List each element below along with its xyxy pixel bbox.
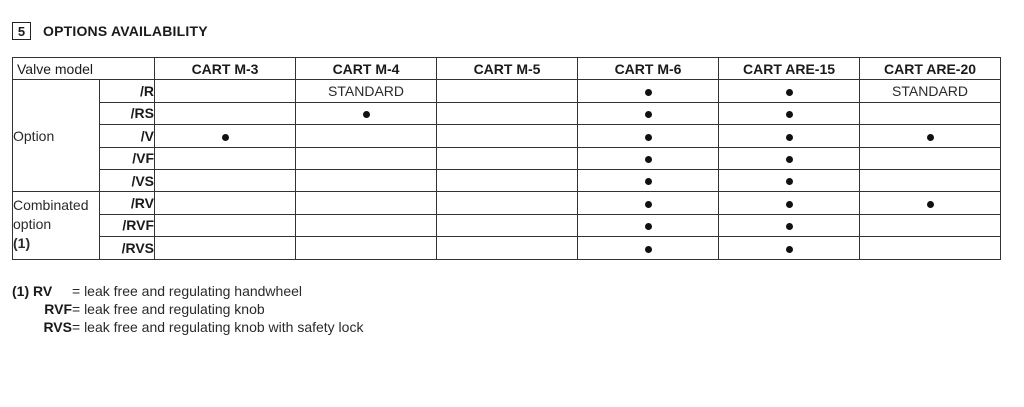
availability-cell (296, 125, 437, 147)
available-dot-icon (645, 156, 652, 163)
availability-cell (296, 237, 437, 259)
option-code: /RVS (100, 237, 155, 259)
group-label-line: Combinated (13, 196, 89, 213)
table-row (13, 80, 1001, 102)
column-header: CART M-5 (437, 58, 578, 80)
availability-cell (719, 237, 860, 259)
availability-cell (719, 169, 860, 191)
available-dot-icon (786, 111, 793, 118)
availability-cell (155, 80, 296, 102)
available-dot-icon (645, 201, 652, 208)
option-code: /VS (100, 169, 155, 191)
availability-cell (719, 147, 860, 169)
column-header: CART M-6 (578, 58, 719, 80)
footnote-text: = leak free and regulating knob (72, 301, 265, 317)
available-dot-icon (927, 134, 934, 141)
footnote-row (12, 318, 363, 336)
availability-cell (437, 125, 578, 147)
availability-cell (860, 192, 1001, 214)
availability-cell (860, 125, 1001, 147)
available-dot-icon (786, 89, 793, 96)
available-dot-icon (786, 156, 793, 163)
option-group-label: Option (13, 80, 100, 192)
available-dot-icon (927, 201, 934, 208)
availability-cell (719, 80, 860, 102)
availability-cell (578, 80, 719, 102)
availability-cell (578, 102, 719, 124)
option-code: /VF (100, 147, 155, 169)
availability-cell (155, 102, 296, 124)
available-dot-icon (645, 89, 652, 96)
options-availability-table (12, 57, 1001, 260)
availability-cell (155, 125, 296, 147)
availability-cell (437, 80, 578, 102)
availability-cell (437, 214, 578, 236)
availability-cell (578, 214, 719, 236)
footnote-text: = leak free and regulating handwheel (72, 283, 303, 299)
footnote-key: RVS (43, 319, 72, 335)
availability-cell: STANDARD (296, 80, 437, 102)
column-header: CART ARE-15 (719, 58, 860, 80)
availability-cell (296, 192, 437, 214)
column-header: CART M-4 (296, 58, 437, 80)
table-row (13, 125, 1001, 147)
footnote-ref: (1) (13, 234, 31, 251)
available-dot-icon (786, 178, 793, 185)
availability-cell (578, 192, 719, 214)
availability-cell (296, 214, 437, 236)
table-row (13, 169, 1001, 191)
availability-cell (578, 147, 719, 169)
footnotes (12, 282, 363, 336)
option-code: /RVF (100, 214, 155, 236)
available-dot-icon (363, 111, 370, 118)
footnote-row (12, 282, 363, 300)
available-dot-icon (786, 246, 793, 253)
available-dot-icon (645, 178, 652, 185)
option-code: /RS (100, 102, 155, 124)
table-row (13, 214, 1001, 236)
available-dot-icon (645, 246, 652, 253)
availability-cell (860, 102, 1001, 124)
table-header-row (13, 58, 1001, 80)
table-row (13, 102, 1001, 124)
valve-model-header: Valve model (13, 58, 155, 80)
combined-option-group-label (13, 192, 100, 259)
column-header: CART M-3 (155, 58, 296, 80)
availability-cell (860, 147, 1001, 169)
option-code: /V (100, 125, 155, 147)
available-dot-icon (786, 134, 793, 141)
available-dot-icon (786, 201, 793, 208)
availability-cell (578, 125, 719, 147)
availability-cell (860, 214, 1001, 236)
availability-cell (296, 102, 437, 124)
footnote-row (12, 300, 363, 318)
footnote-text: = leak free and regulating knob with safety lock (72, 319, 364, 335)
option-code: /RV (100, 192, 155, 214)
availability-cell (437, 192, 578, 214)
availability-cell (437, 169, 578, 191)
available-dot-icon (645, 223, 652, 230)
availability-cell (155, 147, 296, 169)
footnote-key: (1) RV (12, 283, 53, 299)
availability-cell (719, 125, 860, 147)
availability-cell: STANDARD (860, 80, 1001, 102)
availability-cell (296, 169, 437, 191)
availability-cell (296, 147, 437, 169)
availability-cell (719, 214, 860, 236)
availability-cell (719, 102, 860, 124)
availability-cell (437, 147, 578, 169)
table-row (13, 192, 1001, 214)
table-row (13, 147, 1001, 169)
availability-cell (719, 192, 860, 214)
available-dot-icon (645, 111, 652, 118)
availability-cell (155, 169, 296, 191)
availability-cell (155, 237, 296, 259)
section-title: OPTIONS AVAILABILITY (43, 23, 208, 39)
footnote-key: RVF (44, 301, 72, 317)
section-number-box: 5 (12, 22, 31, 40)
section-header (12, 21, 208, 41)
available-dot-icon (786, 223, 793, 230)
availability-cell (155, 192, 296, 214)
availability-cell (437, 237, 578, 259)
option-code: /R (100, 80, 155, 102)
availability-cell (578, 237, 719, 259)
availability-cell (155, 214, 296, 236)
column-header: CART ARE-20 (860, 58, 1001, 80)
available-dot-icon (222, 134, 229, 141)
availability-cell (860, 169, 1001, 191)
available-dot-icon (645, 134, 652, 141)
availability-cell (578, 169, 719, 191)
table-row (13, 237, 1001, 259)
availability-cell (437, 102, 578, 124)
availability-cell (860, 237, 1001, 259)
group-label-line: option (13, 215, 52, 232)
